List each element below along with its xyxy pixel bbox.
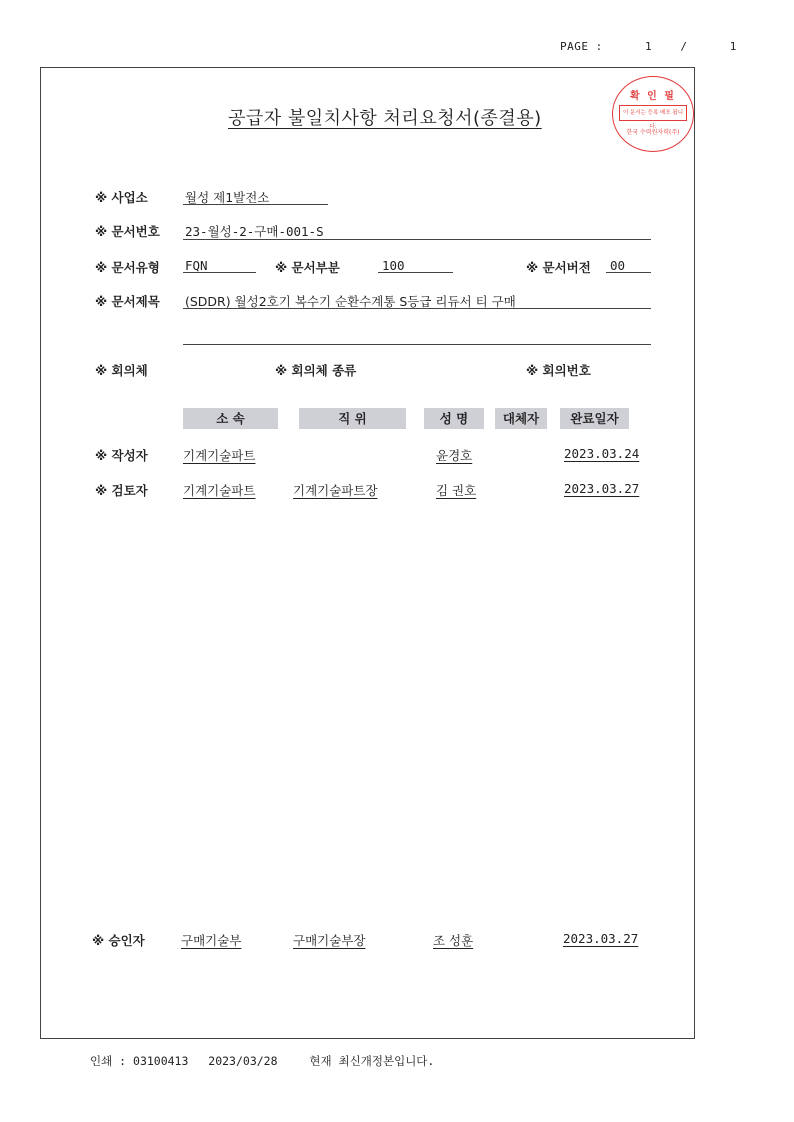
doc-title-underline [183, 308, 651, 309]
header-position: 직 위 [299, 408, 406, 429]
row-name: 김 권호 [436, 483, 477, 498]
row-date: 2023.03.24 [564, 446, 640, 461]
doc-part-underline [378, 272, 453, 273]
page-title: 공급자 불일치사항 처리요청서(종결용) [228, 108, 542, 129]
stamp-org: 한국 수력원자력(주) [626, 129, 680, 136]
doc-no-value: 23-월성-2-구매-001-S [185, 224, 324, 239]
doc-ver-underline [606, 272, 651, 273]
document-frame [40, 67, 695, 1039]
site-underline [183, 204, 328, 205]
site-value: 월성 제1발전소 [185, 190, 270, 205]
doc-no-label: ※ 문서번호 [95, 224, 160, 239]
approver-position: 구매기술부장 [293, 933, 366, 948]
approver-name: 조 성훈 [433, 933, 474, 948]
doc-type-underline [183, 272, 256, 273]
approver-label: ※ 승인자 [92, 933, 145, 948]
row-date: 2023.03.27 [564, 481, 640, 496]
stamp-title: 확 인 필 [630, 91, 676, 102]
print-id: 03100413 [133, 1054, 189, 1068]
header-date: 완료일자 [560, 408, 629, 429]
confirmation-stamp [612, 76, 694, 152]
page-indicator [560, 40, 737, 53]
header-dept: 소 속 [183, 408, 278, 429]
meeting-type-label: ※ 회의체 종류 [275, 363, 357, 378]
row-dept: 기계기술파트 [183, 448, 256, 463]
print-footer [90, 1053, 434, 1069]
doc-part-value: 100 [382, 258, 405, 273]
page-label: PAGE : [560, 40, 603, 53]
row-label: ※ 작성자 [95, 448, 148, 463]
doc-type-label: ※ 문서유형 [95, 260, 160, 275]
page-current: 1 [645, 40, 653, 53]
row-name: 윤경호 [436, 448, 473, 463]
site-label: ※ 사업소 [95, 190, 148, 205]
page-separator: / [680, 40, 688, 53]
doc-title-value: (SDDR) 월성2호기 복수기 순환수계통 S등급 리듀서 티 구매 [185, 294, 516, 309]
doc-no-underline [183, 239, 651, 240]
page-total: 1 [729, 40, 737, 53]
meeting-label: ※ 회의체 [95, 363, 148, 378]
doc-title-label: ※ 문서제목 [95, 294, 160, 309]
approver-date: 2023.03.27 [563, 931, 639, 946]
doc-part-label: ※ 문서부분 [275, 260, 340, 275]
doc-ver-label: ※ 문서버전 [526, 260, 591, 275]
header-name: 성 명 [424, 408, 484, 429]
print-label: 인쇄 : [90, 1054, 127, 1068]
doc-type-value: FQN [185, 258, 208, 273]
meeting-no-label: ※ 회의번호 [526, 363, 591, 378]
doc-ver-value: 00 [610, 258, 626, 273]
header-substitute: 대체자 [495, 408, 547, 429]
stamp-line: 이 문서는 등록 배포 됩니다. [619, 105, 687, 121]
approver-dept: 구매기술부 [181, 933, 242, 948]
row-dept: 기계기술파트 [183, 483, 256, 498]
print-date: 2023/03/28 [208, 1054, 278, 1068]
doc-title-underline-2 [183, 344, 651, 345]
row-position: 기계기술파트장 [293, 483, 378, 498]
row-label: ※ 검토자 [95, 483, 148, 498]
revision-note: 현재 최신개정본입니다. [309, 1054, 435, 1068]
